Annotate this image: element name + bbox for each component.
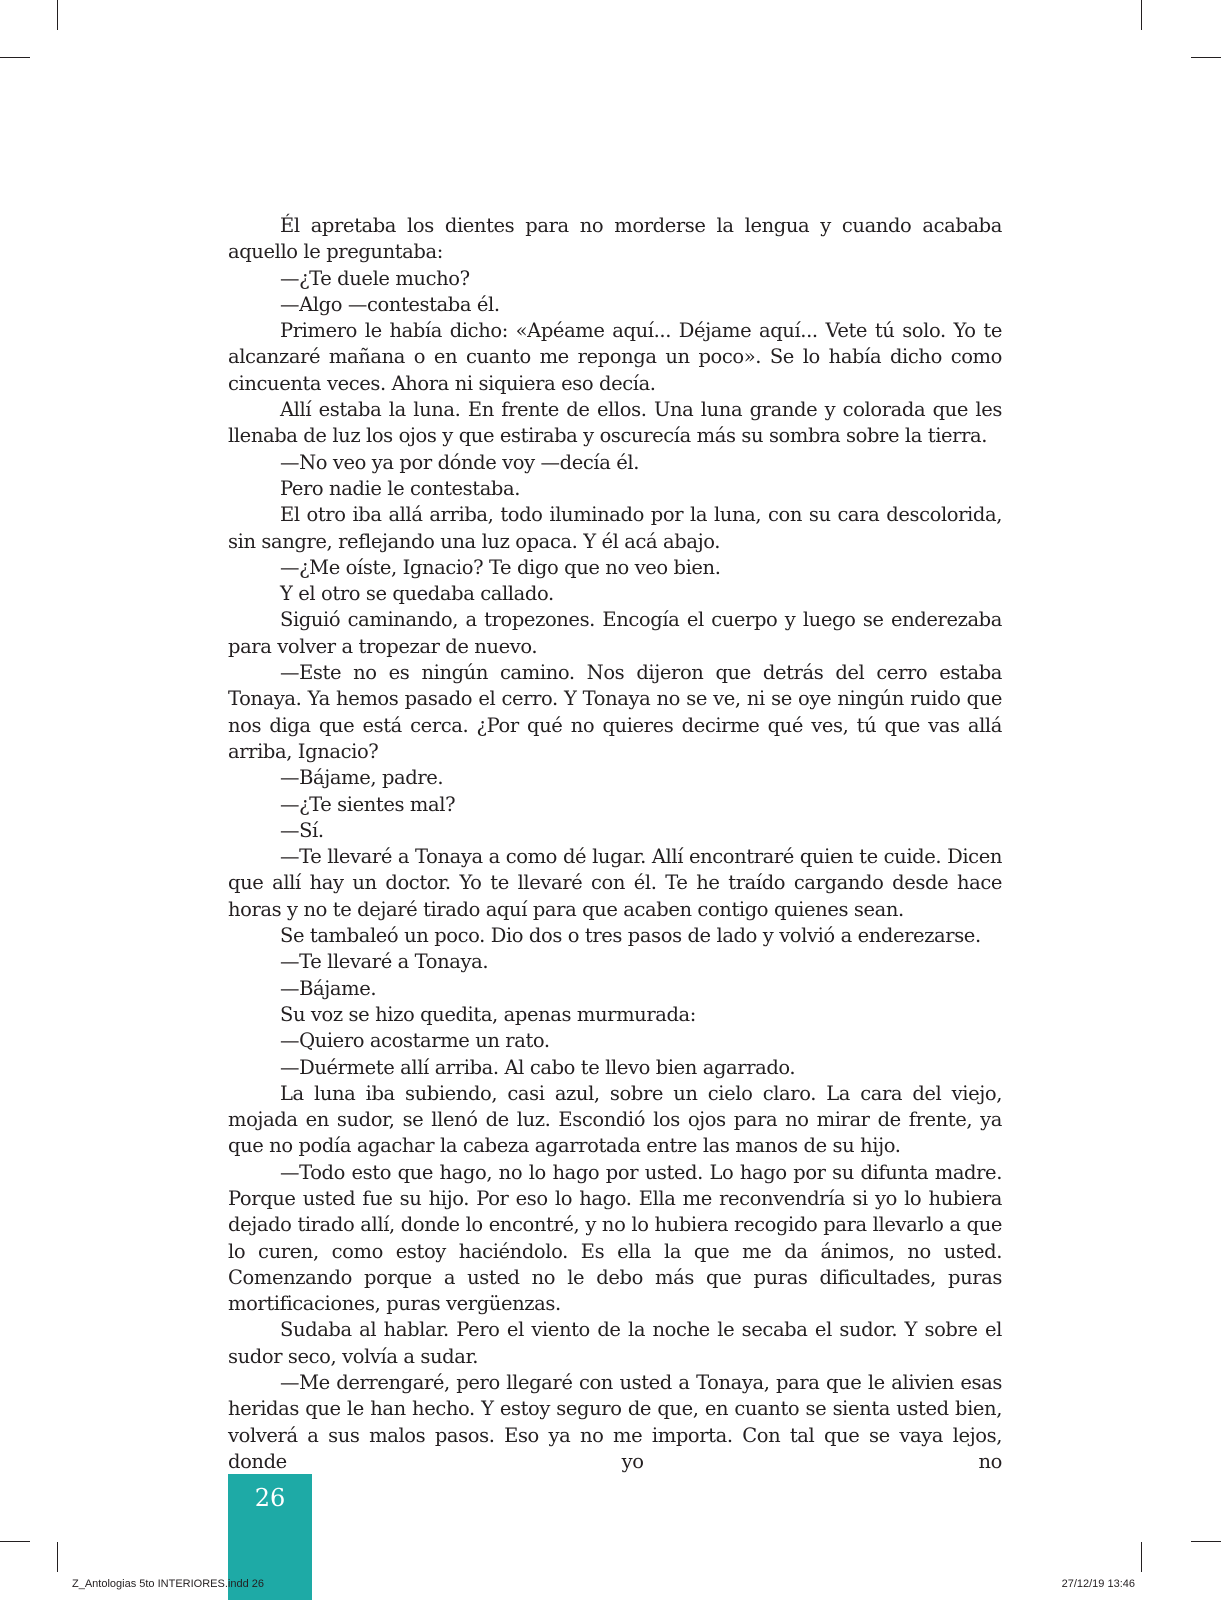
- paragraph: —¿Te sientes mal?: [280, 792, 456, 816]
- crop-mark-bottom-left-h: [0, 1541, 30, 1542]
- crop-mark-top-left-h: [0, 57, 30, 58]
- paragraph: —Me derrengaré, pero llegaré con usted a Tonaya, para que le alivien esas heridas que le han hecho. Y estoy seguro de que, en cuanto se sienta usted bien, volverá a sus malos pasos. Eso ya no me importa. Con tal que se vaya lejos, donde yo no: [228, 1371, 1002, 1473]
- body-text: [228, 213, 1002, 1475]
- paragraph: Allí estaba la luna. En frente de ellos. Una luna grande y colorada que les llenaba de luz los ojos y que estiraba y oscurecía más su sombra sobre la tierra.: [228, 398, 1002, 448]
- paragraph: —No veo ya por dónde voy —decía él.: [280, 450, 640, 474]
- paragraph: —Sí.: [280, 818, 324, 842]
- crop-mark-top-right-h: [1191, 57, 1221, 58]
- paragraph: —Te llevaré a Tonaya a como dé lugar. Allí encontraré quien te cuide. Dicen que allí hay un doctor. Yo te llevaré con él. Te he traído cargando desde hace horas y no te dejaré tirado aquí para que acaben contigo quienes sean.: [228, 845, 1002, 921]
- crop-mark-top-left: [57, 0, 58, 30]
- paragraph: Siguió caminando, a tropezones. Encogía el cuerpo y luego se enderezaba para volver a tropezar de nuevo.: [228, 608, 1002, 658]
- paragraph: —Este no es ningún camino. Nos dijeron que detrás del cerro estaba Tonaya. Ya hemos pasado el cerro. Y Tonaya no se ve, ni se oye ningún ruido que nos diga que está cerca. ¿Por qué no quieres decirme qué ves, tú que vas allá arriba, Ignacio?: [228, 661, 1002, 763]
- paragraph: —Algo —contestaba él.: [280, 292, 500, 316]
- paragraph: Primero le había dicho: «Apéame aquí... Déjame aquí... Vete tú solo. Yo te alcanzaré mañana o en cuanto me reponga un poco». Se lo había dicho como cincuenta veces. Ahora ni siquiera eso decía.: [228, 319, 1002, 395]
- paragraph: —¿Me oíste, Ignacio? Te digo que no veo bien.: [280, 555, 721, 579]
- paragraph: —Bájame, padre.: [280, 766, 444, 790]
- slug-file-info: Z_Antologias 5to INTERIORES.indd 26: [72, 1578, 264, 1590]
- crop-mark-bottom-right: [1141, 1542, 1142, 1572]
- paragraph: —Todo esto que hago, no lo hago por usted. Lo hago por su difunta madre. Porque usted fue su hijo. Por eso lo hago. Ella me reconvendría si yo lo hubiera dejado tirado allí, donde lo encontré, y no lo hubiera recogido para llevarlo a que lo curen, como estoy haciéndolo. Es ella la que me da ánimos, no usted. Comenzando porque a usted no le debo más que puras dificultades, puras mortificaciones, puras vergüenzas.: [228, 1160, 1002, 1316]
- paragraph: La luna iba subiendo, casi azul, sobre un cielo claro. La cara del viejo, mojada en sudor, se llenó de luz. Escondió los ojos para no mirar de frente, ya que no podía agachar la cabeza agarrotada entre las manos de su hijo.: [228, 1081, 1002, 1158]
- crop-mark-bottom-left: [57, 1542, 58, 1572]
- paragraph: —Duérmete allí arriba. Al cabo te llevo bien agarrado.: [280, 1055, 796, 1079]
- crop-mark-bottom-right-h: [1191, 1541, 1221, 1542]
- paragraph: —Te llevaré a Tonaya.: [280, 950, 489, 974]
- paragraph: Él apretaba los dientes para no morderse la lengua y cuando acababa aquello le preguntaba:: [228, 214, 1002, 264]
- paragraph: Su voz se hizo quedita, apenas murmurada:: [280, 1002, 696, 1026]
- page-number: 26: [254, 1484, 286, 1512]
- paragraph: Se tambaleó un poco. Dio dos o tres pasos de lado y volvió a enderezarse.: [280, 924, 981, 948]
- slug-date: 27/12/19 13:46: [1061, 1578, 1135, 1590]
- paragraph: Pero nadie le contestaba.: [280, 476, 521, 500]
- paragraph: El otro iba allá arriba, todo iluminado por la luna, con su cara descolorida, sin sangre, reflejando una luz opaca. Y él acá abajo.: [228, 503, 1002, 553]
- paragraph: —Quiero acostarme un rato.: [280, 1029, 550, 1053]
- paragraph: —Bájame.: [280, 976, 377, 1000]
- crop-mark-top-right: [1141, 0, 1142, 30]
- paragraph: Sudaba al hablar. Pero el viento de la noche le secaba el sudor. Y sobre el sudor seco, volvía a sudar.: [228, 1318, 1002, 1368]
- paragraph: —¿Te duele mucho?: [280, 266, 470, 290]
- paragraph: Y el otro se quedaba callado.: [280, 582, 554, 606]
